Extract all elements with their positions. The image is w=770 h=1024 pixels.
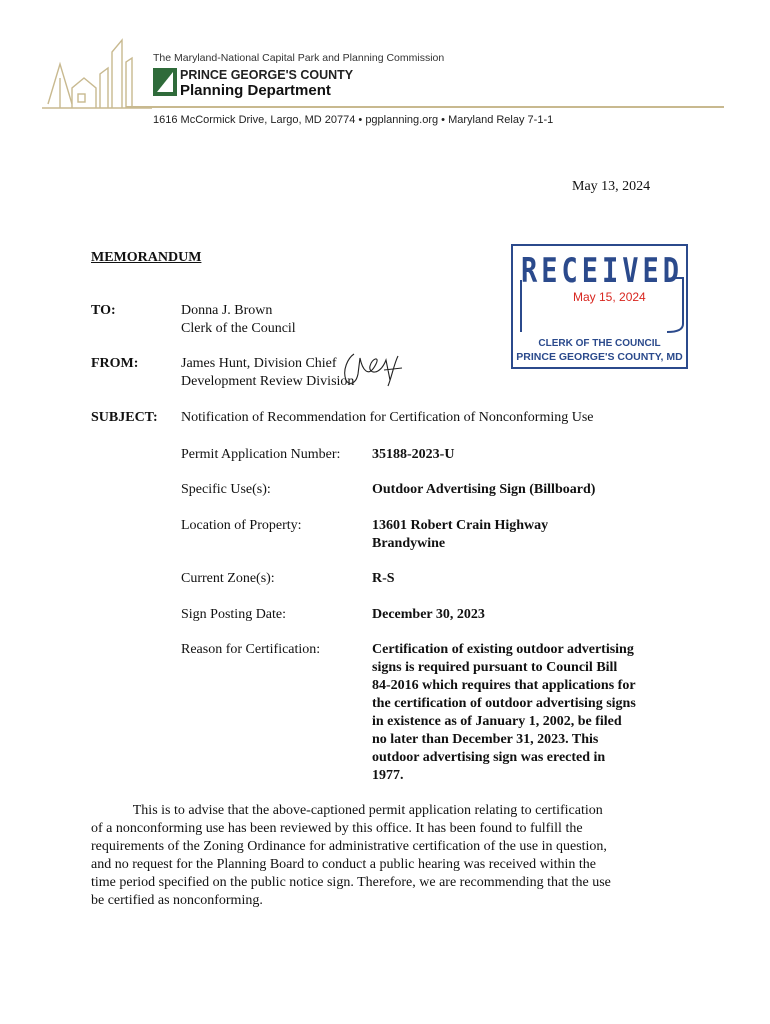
county-name: PRINCE GEORGE'S COUNTY: [180, 68, 354, 82]
field-label-zone: Current Zone(s):: [181, 571, 275, 586]
department-name: Planning Department: [180, 82, 331, 99]
commission-name: The Maryland-National Capital Park and Planning Commission: [153, 52, 445, 64]
field-label-reason: Reason for Certification:: [181, 642, 321, 657]
from-title: Development Review Division: [181, 374, 355, 389]
memo-date: May 13, 2024: [572, 179, 651, 194]
to-name: Donna J. Brown: [181, 303, 273, 318]
subject-text: Notification of Recommendation for Certification of Nonconforming Use: [181, 410, 594, 425]
reason-line: signs is required pursuant to Council Bill: [372, 660, 618, 675]
county-logo-icon: [153, 68, 177, 96]
from-label: FROM:: [91, 356, 139, 371]
body-paragraph: [91, 802, 691, 910]
field-label-use: Specific Use(s):: [181, 482, 271, 497]
field-value-use: Outdoor Advertising Sign (Billboard): [372, 482, 596, 497]
reason-line: in existence as of January 1, 2002, be filed: [372, 714, 622, 729]
stamp-letters: RECEIVED: [521, 252, 684, 291]
field-label-posting-date: Sign Posting Date:: [181, 607, 287, 622]
field-value-location-line2: Brandywine: [372, 536, 446, 551]
paragraph-line: This is to advise that the above-captioned permit application relating to certification: [91, 803, 603, 818]
field-value-posting-date: December 30, 2023: [372, 607, 485, 622]
paragraph-line: time period specified on the public notice sign. Therefore, we are recommending that the use: [91, 875, 611, 890]
paragraph-line: of a nonconforming use has been reviewed by this office. It has been found to fulfill the: [91, 821, 583, 836]
memo-title: MEMORANDUM: [91, 250, 202, 265]
reason-line: 1977.: [372, 768, 404, 783]
reason-line: 84-2016 which requires that applications for: [372, 678, 636, 693]
field-value-zone: R-S: [372, 571, 395, 586]
stamp-line1: CLERK OF THE COUNCIL: [538, 338, 661, 349]
paragraph-line: requirements of the Zoning Ordinance for administrative certification of the use in question,: [91, 839, 607, 854]
field-label-permit: Permit Application Number:: [181, 447, 341, 462]
reason-line: Certification of existing outdoor advertising: [372, 642, 634, 657]
stamp-date: May 15, 2024: [573, 290, 646, 304]
received-stamp: [511, 244, 688, 369]
to-title: Clerk of the Council: [181, 321, 296, 336]
stamp-line2: PRINCE GEORGE'S COUNTY, MD: [516, 351, 683, 363]
subject-label: SUBJECT:: [91, 410, 158, 425]
field-value-location-line1: 13601 Robert Crain Highway: [372, 518, 549, 533]
reason-line: the certification of outdoor advertising signs: [372, 696, 636, 711]
reason-line: no later than December 31, 2023. This: [372, 732, 599, 747]
reason-line: outdoor advertising sign was erected in: [372, 750, 606, 765]
letterhead-address: 1616 McCormick Drive, Largo, MD 20774 • pgplanning.org • Maryland Relay 7-1-1: [153, 114, 554, 126]
paragraph-line: be certified as nonconforming.: [91, 893, 263, 908]
stamp-bracket-icon: [517, 276, 687, 336]
field-value-permit: 35188-2023-U: [372, 447, 455, 462]
to-label: TO:: [91, 303, 116, 318]
field-value-reason: [372, 641, 672, 785]
field-label-location: Location of Property:: [181, 518, 302, 533]
city-skyline-logo: [42, 38, 152, 110]
handwritten-signature: [340, 350, 410, 390]
letterhead-rule: [126, 106, 724, 108]
from-name: James Hunt, Division Chief: [181, 356, 337, 371]
paragraph-line: and no request for the Planning Board to conduct a public hearing was received within the: [91, 857, 597, 872]
